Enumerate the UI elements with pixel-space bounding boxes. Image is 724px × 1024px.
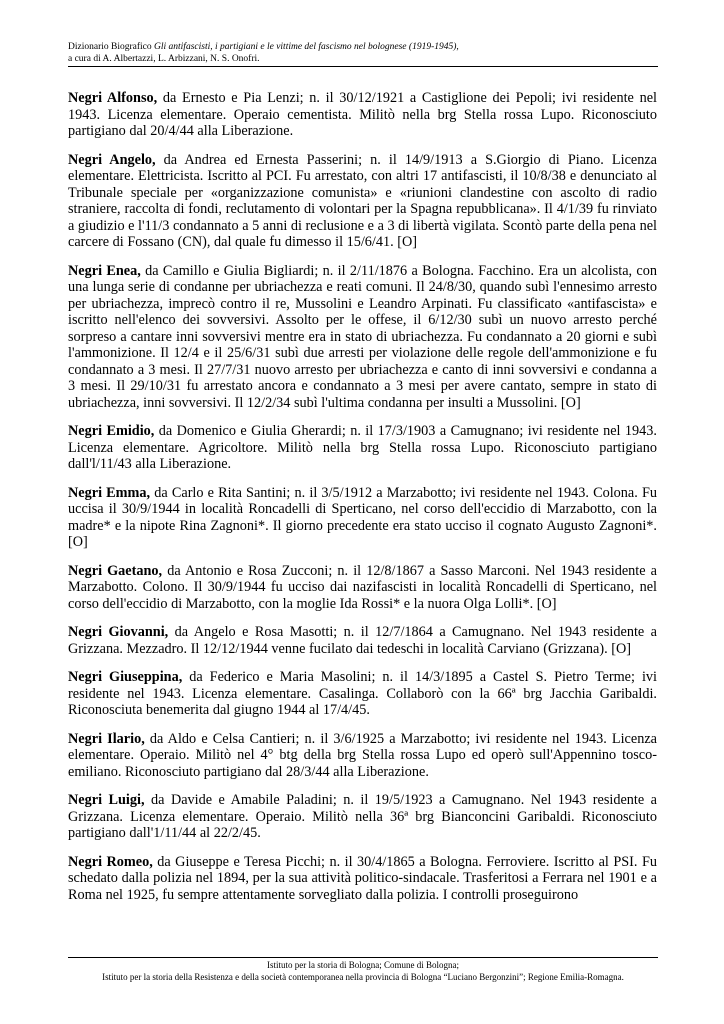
entry-name: Negri Gaetano, [68, 562, 163, 579]
entry-text: da Aldo e Celsa Cantieri; n. il 3/6/1925 a Marzabotto; ivi residente nel 1943. Licenza elementare. Operaio. Militò nel 4° btg della brg Stella rossa Lupo ed operò sull'Appennino tosco-emiliano. Riconosciuto partigiano dal 28/3/44 alla Liberazione. [68, 730, 657, 780]
header-prefix: Dizionario Biografico [68, 42, 155, 52]
entry-negri-alfonso [68, 90, 657, 140]
entry-text: da Ernesto e Pia Lenzi; n. il 30/12/1921 a Castiglione dei Pepoli; ivi residente nel 1943. Licenza elementare. Operaio cementista. Militò nella brg Stella rossa Lupo. Riconosciuto partigiano dal 20/4/44 alla Liberazione. [68, 90, 657, 139]
header-suffix: , [456, 42, 459, 52]
entry-text: da Angelo e Rosa Masotti; n. il 12/7/1864 a Camugnano. Nel 1943 residente a Grizzana. Mezzadro. Il 12/12/1944 venne fucilato dai tedeschi in località Carviano (Grizzana). [O] [68, 624, 657, 657]
entry-text: da Federico e Maria Masolini; n. il 14/3/1895 a Castel S. Pietro Terme; ivi residente nel 1943. Licenza elementare. Casalinga. Collaborò con la 66ª brg Jacchia Garibaldi. Riconosciuta benemerita dal giugno 1944 al 17/4/45. [68, 669, 657, 718]
entry-negri-giovanni [68, 624, 657, 657]
entry-text: da Giuseppe e Teresa Picchi; n. il 30/4/1865 a Bologna. Ferroviere. Iscritto al PSI. Fu schedato dalla polizia nel 1894, per la sua attività politico-sindacale. Trasferitosi a Ferrara nel 1901 e a Roma nel 1925, fu sempre attentamente sorvegliato dalla polizia. I controlli proseguirono [68, 853, 657, 903]
entry-name: Negri Romeo, [68, 853, 153, 870]
header-rule [68, 66, 658, 67]
entry-name: Negri Angelo, [68, 151, 156, 168]
entry-text: da Carlo e Rita Santini; n. il 3/5/1912 a Marzabotto; ivi residente nel 1943. Colona. Fu uccisa il 30/9/1944 in località Roncadelli di Sperticano, nel corso dell'eccidio di Marzabotto, con la madre* e la nipote Rina Zagnoni*. Il giorno precedente era stato ucciso il cognato Augusto Zagnoni*. [O] [68, 484, 657, 550]
footer-line-2: Istituto per la storia della Resistenza e della società contemporanea nella provincia di Bologna “Luciano Bergonzini”; Regione Emilia-Romagna. [102, 971, 624, 982]
entry-text: da Domenico e Giulia Gherardi; n. il 17/3/1903 a Camugnano; ivi residente nel 1943. Licenza elementare. Agricoltore. Militò nella brg Stella rossa Lupo. Riconosciuto partigiano dall'l/11/43 alla Liberazione. [68, 423, 657, 472]
entry-negri-ilario [68, 731, 657, 781]
entry-negri-romeo [68, 854, 657, 904]
page-footer [58, 960, 668, 983]
header-line-2: a cura di A. Albertazzi, L. Arbizzani, N. S. Onofri. [68, 53, 260, 64]
entry-name: Negri Alfonso, [68, 90, 158, 106]
entries-list [68, 90, 657, 915]
entry-name: Negri Emma, [68, 484, 151, 501]
entry-negri-emma [68, 485, 657, 551]
entry-text: da Davide e Amabile Paladini; n. il 19/5/1923 a Camugnano. Nel 1943 residente a Grizzana. Licenza elementare. Operaio. Militò nella 36ª brg Bianconcini Garibaldi. Riconosciuto partigiano dall'1/11/44 al 22/2/45. [68, 792, 658, 841]
entry-name: Negri Luigi, [68, 792, 145, 808]
entry-text: da Antonio e Rosa Zucconi; n. il 12/8/1867 a Sasso Marconi. Nel 1943 residente a Marzabotto. Colono. Il 30/9/1944 fu ucciso dai nazifascisti in località Roncadelli di Sperticano, nel corso dell'eccidio di Marzabotto, con la moglie Ida Rossi* e la nuora Olga Lolli*. [O] [68, 562, 657, 612]
footer-line-1: Istituto per la storia di Bologna; Comune di Bologna; [267, 960, 459, 970]
entry-name: Negri Emidio, [68, 423, 155, 439]
entry-negri-angelo [68, 152, 657, 251]
entry-name: Negri Giovanni, [68, 624, 169, 640]
entry-name: Negri Ilario, [68, 730, 145, 747]
entry-name: Negri Enea, [68, 262, 141, 279]
entry-negri-enea [68, 263, 657, 412]
entry-text: da Camillo e Giulia Bigliardi; n. il 2/11/1876 a Bologna. Facchino. Era un alcolista, con una lunga serie di condanne per ubriachezza e reati comuni. Il 24/8/30, quando subì l'ennesimo arresto per ubriachezza, imprecò contro il re, Mussolini e Leandro Arpinati. Fu classificato «antifascista» e iscritto nell'elenco dei sovversivi. Assolto per le offese, il 6/12/30 subì un nuovo arresto perché sorpreso a cantare inni sovversivi mentre era in stato di ubriachezza. Fu condannato a 20 giorni e subì l'ammonizione. Il 12/4 e il 25/6/31 subì due arresti per violazione delle regole dell'ammonizione e fu condannato a 3 mesi. Il 27/7/31 nuovo arresto per ubriachezza e canto di inni sovversivi e condanna a 3 mesi. Il 29/10/31 fu arrestato ancora e condannato a 3 mesi per avere cantato, sempre in stato di ubriachezza, inni sovversivi. Il 12/2/34 subì l'ultima condanna per insulti a Mussolini. [O] [68, 262, 658, 411]
header-book-title: Gli antifascisti, i partigiani e le vittime del fascismo nel bolognese (1919-1945) [154, 42, 457, 52]
page-header [68, 42, 658, 65]
footer-rule [68, 957, 658, 958]
entry-negri-luigi [68, 792, 657, 842]
entry-negri-gaetano [68, 563, 657, 613]
entry-negri-emidio [68, 423, 657, 473]
entry-text: da Andrea ed Ernesta Passerini; n. il 14/9/1913 a S.Giorgio di Piano. Licenza elementare. Elettricista. Iscritto al PCI. Fu arrestato, con altri 17 antifascisti, il 10/8/38 e denunciato al Tribunale speciale per «organizzazione comunista» e «riunioni clandestine con ascolto di radio straniere, raccolta di fondi, reclutamento di volontari per la Spagna repubblicana». Il 4/1/39 fu rinviato a giudizio e l'11/3 condannato a 5 anni di reclusione e a 3 di libertà vigilata. Scontò parte della pena nel carcere di Fossano (CN), dal quale fu dimesso il 15/6/41. [O] [68, 151, 657, 250]
entry-name: Negri Giuseppina, [68, 669, 183, 685]
header-line-1 [68, 42, 658, 54]
entry-negri-giuseppina [68, 669, 657, 719]
